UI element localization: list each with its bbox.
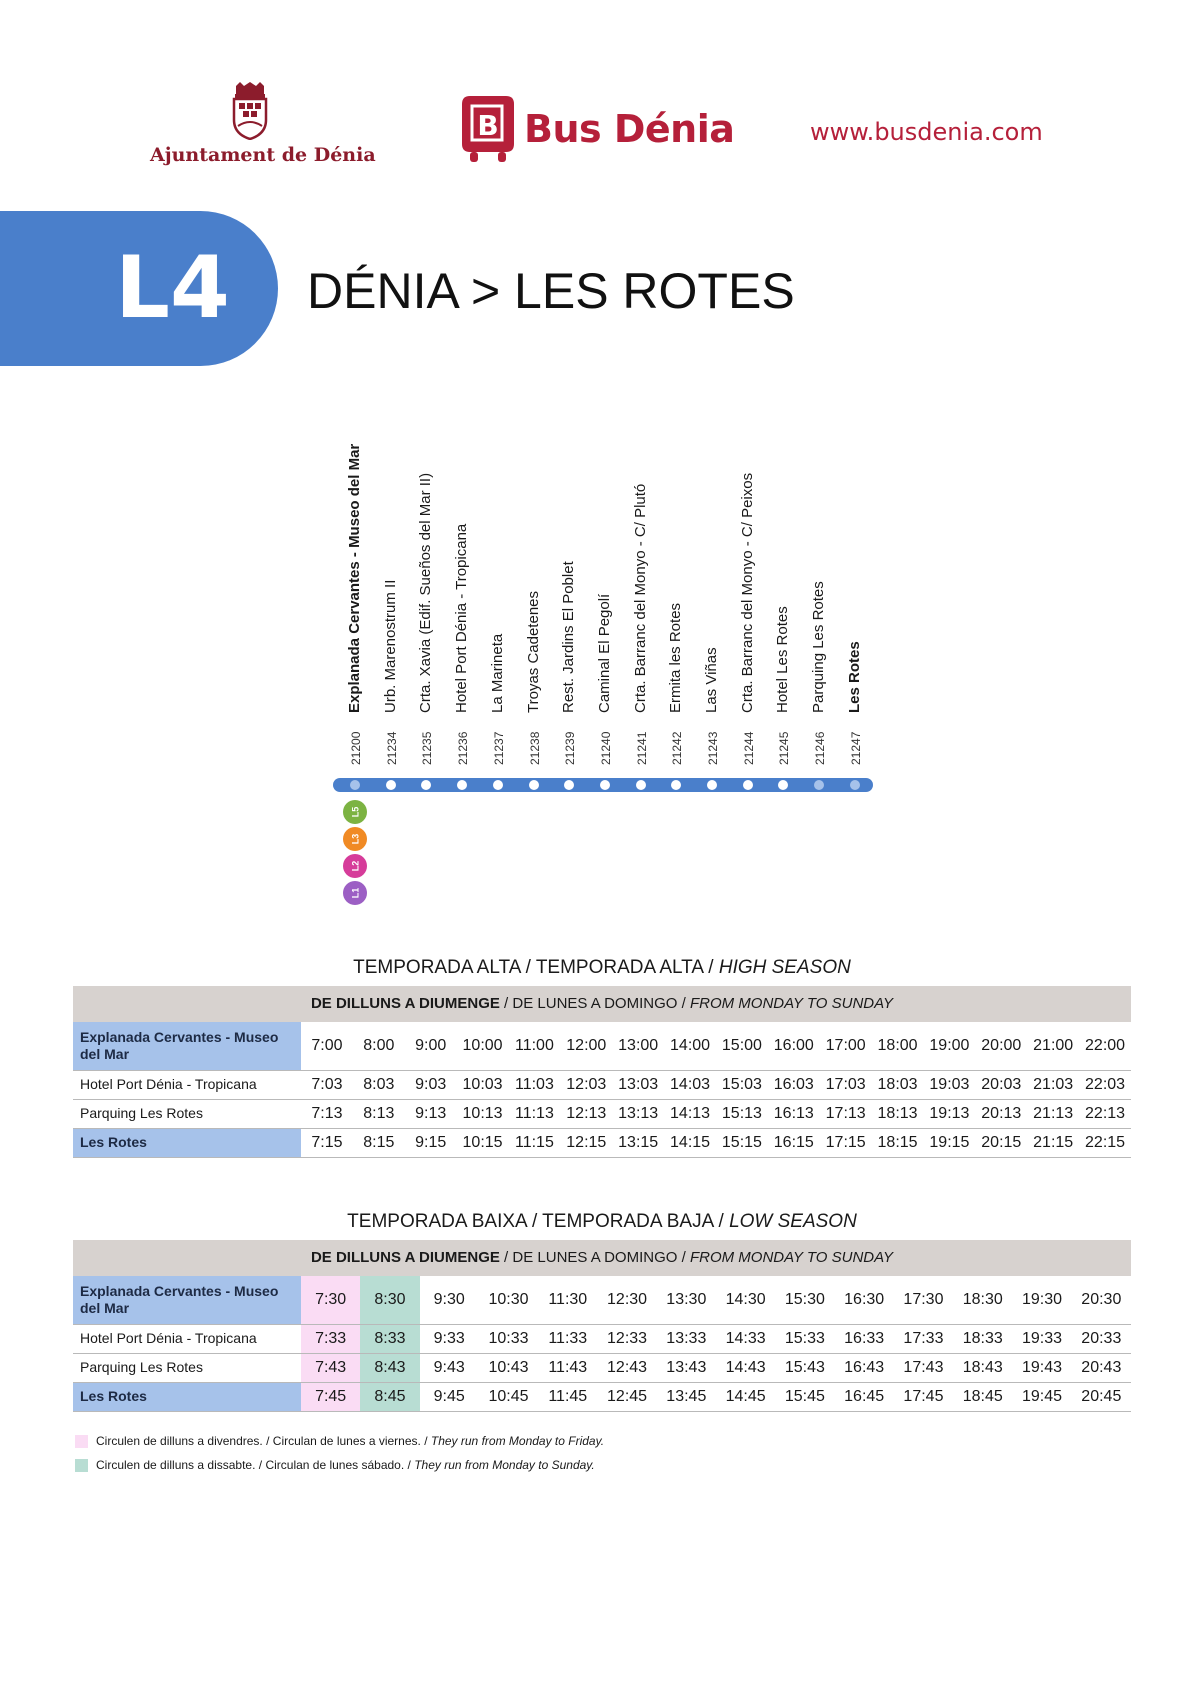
legend-text-en: They run from Monday to Friday. [430, 1434, 605, 1448]
departure-time: 10:13 [457, 1099, 509, 1128]
departure-time: 21:15 [1027, 1128, 1079, 1157]
departure-time: 16:00 [768, 1022, 820, 1070]
stop-name: Parquing Les Rotes [810, 581, 828, 713]
departure-time: 7:15 [301, 1128, 353, 1157]
row-stop-name: Les Rotes [73, 1128, 301, 1157]
stop-code: 21246 [813, 731, 828, 765]
stop-column [738, 472, 757, 765]
departure-time: 18:00 [872, 1022, 924, 1070]
departure-time: 15:33 [775, 1324, 834, 1353]
legend-text-en: They run from Monday to Sunday. [414, 1458, 595, 1472]
departure-time: 16:03 [768, 1070, 820, 1099]
ajuntament-logo [150, 82, 376, 172]
departure-time: 15:03 [716, 1070, 768, 1099]
website-link[interactable]: www.busdenia.com [810, 118, 1043, 146]
departure-time: 17:33 [894, 1324, 953, 1353]
departure-time: 8:43 [360, 1353, 419, 1382]
departure-time: 11:03 [509, 1070, 561, 1099]
departure-time: 11:33 [538, 1324, 597, 1353]
departure-time: 15:13 [716, 1099, 768, 1128]
connection-badge-l5 [343, 800, 367, 824]
line-code: L4 [115, 238, 230, 338]
departure-time: 18:13 [872, 1099, 924, 1128]
stop-column [488, 633, 507, 765]
stop-column [560, 561, 578, 765]
stop-name: Crta. Xavia (Edif. Sueños del Mar II) [417, 472, 435, 713]
departure-time: 14:30 [716, 1276, 775, 1324]
departure-time: 8:33 [360, 1324, 419, 1353]
departure-time: 15:15 [716, 1128, 768, 1157]
departure-time: 10:43 [479, 1353, 538, 1382]
departure-time: 13:33 [657, 1324, 716, 1353]
stop-dot [564, 780, 574, 790]
departure-time: 9:33 [420, 1324, 479, 1353]
departure-time: 12:33 [597, 1324, 656, 1353]
departure-time: 12:00 [560, 1022, 612, 1070]
stop-code: 21243 [706, 731, 720, 765]
stop-code: 21242 [670, 731, 685, 765]
departure-time: 13:03 [612, 1070, 664, 1099]
departure-time: 9:30 [420, 1276, 479, 1324]
stop-dot [386, 780, 396, 790]
departure-time: 21:13 [1027, 1099, 1079, 1128]
connection-badge-l3 [343, 827, 367, 851]
stop-code: 21238 [527, 731, 542, 765]
departure-time: 8:15 [353, 1128, 405, 1157]
departure-time: 8:13 [353, 1099, 405, 1128]
departure-time: 16:43 [835, 1353, 894, 1382]
stop-dot [421, 780, 431, 790]
departure-time: 11:15 [509, 1128, 561, 1157]
stop-name: Urb. Marenostrum II [381, 579, 399, 713]
stop-code: 21247 [848, 731, 863, 765]
low-season-title: TEMPORADA BAIXA / TEMPORADA BAJA / LOW SEASON [347, 1211, 857, 1232]
departure-time: 10:30 [479, 1276, 538, 1324]
high-season-days: DE DILLUNS A DIUMENGE / DE LUNES A DOMINGO / FROM MONDAY TO SUNDAY [73, 986, 1131, 1022]
table-row [73, 1353, 1131, 1382]
row-stop-name: Parquing Les Rotes [73, 1099, 301, 1128]
departure-time: 20:33 [1072, 1324, 1131, 1353]
stop-dot [671, 780, 681, 790]
departure-time: 19:13 [924, 1099, 976, 1128]
departure-time: 7:03 [301, 1070, 353, 1099]
legend-swatch [75, 1435, 88, 1448]
row-stop-name: Hotel Port Dénia - Tropicana [73, 1324, 301, 1353]
departure-time: 19:30 [1012, 1276, 1071, 1324]
departure-time: 20:13 [975, 1099, 1027, 1128]
stop-name: Las Viñas [703, 647, 720, 713]
departure-time: 16:15 [768, 1128, 820, 1157]
stop-dot [350, 780, 360, 790]
table-row [73, 1382, 1131, 1411]
stop-column [667, 602, 685, 765]
stop-dot [600, 780, 610, 790]
bus-denia-logo [462, 94, 734, 164]
table-row [73, 1070, 1131, 1099]
stop-code: 21239 [563, 731, 578, 765]
departure-time: 13:30 [657, 1276, 716, 1324]
departure-time: 7:00 [301, 1022, 353, 1070]
departure-time: 20:15 [975, 1128, 1027, 1157]
departure-time: 18:03 [872, 1070, 924, 1099]
departure-time: 22:13 [1079, 1099, 1131, 1128]
departure-time: 10:33 [479, 1324, 538, 1353]
departure-time: 19:03 [924, 1070, 976, 1099]
stop-name: Troyas Cadetenes [524, 590, 542, 713]
departure-time: 18:33 [953, 1324, 1012, 1353]
stop-column [346, 443, 364, 765]
departure-time: 17:03 [820, 1070, 872, 1099]
departure-time: 13:45 [657, 1382, 716, 1411]
connection-label: L5 [349, 806, 360, 818]
stop-code: 21200 [349, 731, 363, 765]
stop-column [810, 581, 828, 765]
connection-label: L2 [349, 860, 360, 872]
row-stop-name: Explanada Cervantes - Museo del Mar [73, 1276, 301, 1324]
legend-text-ca: Circulen de dilluns a dissabte. [96, 1458, 256, 1472]
departure-time: 11:30 [538, 1276, 597, 1324]
stop-name: Ermita les Rotes [667, 602, 685, 713]
legend-text-es: Circulan de lunes sábado. [265, 1458, 405, 1472]
ajuntament-name: Ajuntament de Dénia [150, 144, 376, 166]
stop-column [631, 483, 650, 765]
departure-time: 22:00 [1079, 1022, 1131, 1070]
stop-dot [457, 780, 467, 790]
departure-time: 10:15 [457, 1128, 509, 1157]
departure-time: 20:30 [1072, 1276, 1131, 1324]
table-row [73, 1099, 1131, 1128]
departure-time: 7:30 [301, 1276, 360, 1324]
departure-time: 15:45 [775, 1382, 834, 1411]
departure-time: 15:43 [775, 1353, 834, 1382]
departure-time: 14:03 [664, 1070, 716, 1099]
coat-of-arms-icon [230, 82, 270, 140]
row-stop-name: Hotel Port Dénia - Tropicana [73, 1070, 301, 1099]
stop-dot [778, 780, 788, 790]
departure-time: 15:00 [716, 1022, 768, 1070]
stop-code: 21237 [491, 731, 506, 765]
connection-badge-l1 [343, 881, 367, 905]
departure-time: 10:45 [479, 1382, 538, 1411]
departure-time: 17:15 [820, 1128, 872, 1157]
stop-dot [814, 780, 824, 790]
route-title: DÉNIA > LES ROTES [307, 263, 795, 319]
departure-time: 17:30 [894, 1276, 953, 1324]
departure-time: 19:33 [1012, 1324, 1071, 1353]
stop-code: 21236 [456, 731, 471, 765]
row-stop-name: Les Rotes [73, 1382, 301, 1411]
stop-code: 21235 [420, 731, 435, 765]
departure-time: 16:30 [835, 1276, 894, 1324]
departure-time: 18:15 [872, 1128, 924, 1157]
departure-time: 17:43 [894, 1353, 953, 1382]
departure-time: 8:30 [360, 1276, 419, 1324]
connection-label: L1 [349, 887, 360, 899]
departure-time: 12:43 [597, 1353, 656, 1382]
departure-time: 13:15 [612, 1128, 664, 1157]
connection-badge-l2 [343, 854, 367, 878]
stop-dot [493, 780, 503, 790]
stop-name: Hotel Les Rotes [774, 606, 792, 713]
departure-time: 11:13 [509, 1099, 561, 1128]
departure-time: 16:33 [835, 1324, 894, 1353]
stop-dot [707, 780, 717, 790]
departure-time: 11:45 [538, 1382, 597, 1411]
departure-time: 19:15 [924, 1128, 976, 1157]
departure-time: 21:03 [1027, 1070, 1079, 1099]
stop-code: 21240 [598, 731, 613, 765]
stop-name: Hotel Port Dénia - Tropicana [453, 523, 471, 713]
departure-time: 13:43 [657, 1353, 716, 1382]
stop-column [845, 641, 864, 765]
departure-time: 9:03 [405, 1070, 457, 1099]
departure-time: 10:03 [457, 1070, 509, 1099]
departure-time: 16:45 [835, 1382, 894, 1411]
stop-code: 21245 [777, 731, 792, 765]
brand-name: Bus Dénia [524, 107, 735, 151]
stop-dot [743, 780, 753, 790]
stop-dot [850, 780, 860, 790]
stop-column [595, 593, 614, 765]
departure-time: 18:43 [953, 1353, 1012, 1382]
departure-time: 17:13 [820, 1099, 872, 1128]
svg-text:B: B [477, 109, 499, 142]
table-row [73, 1128, 1131, 1157]
departure-time: 13:00 [612, 1022, 664, 1070]
route-bar [333, 778, 873, 792]
departure-time: 18:30 [953, 1276, 1012, 1324]
row-stop-name: Explanada Cervantes - Museo del Mar [73, 1022, 301, 1070]
low-season-days: DE DILLUNS A DIUMENGE / DE LUNES A DOMINGO / FROM MONDAY TO SUNDAY [73, 1240, 1131, 1276]
departure-time: 21:00 [1027, 1022, 1079, 1070]
departure-time: 7:45 [301, 1382, 360, 1411]
connection-label: L3 [349, 833, 360, 845]
stop-column [524, 590, 543, 765]
stop-name: Caminal El Pegolí [595, 593, 613, 713]
stop-column [703, 647, 721, 765]
legend-swatch [75, 1459, 88, 1472]
departure-time: 20:00 [975, 1022, 1027, 1070]
bus-icon [462, 96, 514, 162]
departure-time: 20:03 [975, 1070, 1027, 1099]
departure-time: 14:45 [716, 1382, 775, 1411]
departure-time: 22:15 [1079, 1128, 1131, 1157]
departure-time: 9:15 [405, 1128, 457, 1157]
stop-column [453, 523, 471, 765]
departure-time: 10:00 [457, 1022, 509, 1070]
table-row [73, 1022, 1131, 1070]
departure-time: 12:45 [597, 1382, 656, 1411]
stop-code: 21234 [384, 731, 399, 765]
high-season-table [73, 1022, 1131, 1158]
legend-text-ca: Circulen de dilluns a divendres. [96, 1434, 263, 1448]
departure-time: 12:03 [560, 1070, 612, 1099]
departure-time: 7:13 [301, 1099, 353, 1128]
departure-time: 14:00 [664, 1022, 716, 1070]
departure-time: 9:45 [420, 1382, 479, 1411]
departure-time: 19:45 [1012, 1382, 1071, 1411]
departure-time: 9:00 [405, 1022, 457, 1070]
departure-time: 7:33 [301, 1324, 360, 1353]
stop-name: Explanada Cervantes - Museo del Mar [346, 443, 363, 713]
departure-time: 12:13 [560, 1099, 612, 1128]
stop-name: La Marineta [488, 633, 506, 713]
departure-time: 13:13 [612, 1099, 664, 1128]
departure-time: 16:13 [768, 1099, 820, 1128]
high-season-title: TEMPORADA ALTA / TEMPORADA ALTA / HIGH SEASON [353, 957, 851, 978]
stop-column [381, 579, 400, 765]
stop-column [417, 472, 435, 765]
legend-item: Circulen de dilluns a dissabte. / Circulan de lunes sábado. / They run from Monday to Sunday. [75, 1458, 595, 1472]
departure-time: 20:45 [1072, 1382, 1131, 1411]
departure-time: 17:00 [820, 1022, 872, 1070]
departure-time: 17:45 [894, 1382, 953, 1411]
departure-time: 14:43 [716, 1353, 775, 1382]
stop-name: Crta. Barranc del Monyo - C/ Plutó [631, 483, 649, 713]
table-row [73, 1276, 1131, 1324]
departure-time: 9:43 [420, 1353, 479, 1382]
stop-dot [529, 780, 539, 790]
departure-time: 19:43 [1012, 1353, 1071, 1382]
low-season-table [73, 1276, 1131, 1412]
stop-dot [636, 780, 646, 790]
stop-column [774, 606, 792, 765]
table-row [73, 1324, 1131, 1353]
row-stop-name: Parquing Les Rotes [73, 1353, 301, 1382]
stop-code: 21241 [634, 731, 649, 765]
departure-time: 14:33 [716, 1324, 775, 1353]
departure-time: 22:03 [1079, 1070, 1131, 1099]
departure-time: 12:15 [560, 1128, 612, 1157]
departure-time: 15:30 [775, 1276, 834, 1324]
departure-time: 19:00 [924, 1022, 976, 1070]
departure-time: 18:45 [953, 1382, 1012, 1411]
departure-time: 14:15 [664, 1128, 716, 1157]
stop-name: Crta. Barranc del Monyo - C/ Peixos [738, 472, 756, 713]
legend-text-es: Circulan de lunes a viernes. [272, 1434, 421, 1448]
departure-time: 8:03 [353, 1070, 405, 1099]
legend-item: Circulen de dilluns a divendres. / Circulan de lunes a viernes. / They run from Monday to Friday. [75, 1434, 604, 1448]
departure-time: 8:45 [360, 1382, 419, 1411]
departure-time: 8:00 [353, 1022, 405, 1070]
departure-time: 14:13 [664, 1099, 716, 1128]
stop-name: Rest. Jardins El Poblet [560, 561, 578, 713]
stop-name: Les Rotes [845, 641, 863, 713]
departure-time: 20:43 [1072, 1353, 1131, 1382]
departure-time: 7:43 [301, 1353, 360, 1382]
departure-time: 11:00 [509, 1022, 561, 1070]
departure-time: 11:43 [538, 1353, 597, 1382]
stop-code: 21244 [741, 731, 756, 765]
departure-time: 9:13 [405, 1099, 457, 1128]
departure-time: 12:30 [597, 1276, 656, 1324]
